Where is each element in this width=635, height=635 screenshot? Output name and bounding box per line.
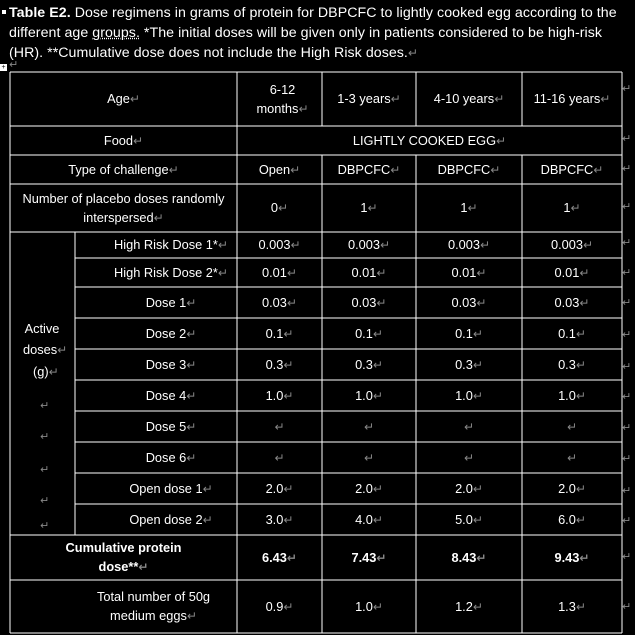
caption-label: Table E2. [9,5,71,21]
dose-value-cell: ↵ [274,450,285,465]
dose-value-cell: 3.0↵ [265,511,294,527]
challenge-type-label: Type of challenge↵ [68,161,179,177]
challenge-type-cell: DBPCFC↵ [337,161,401,177]
eggs-count-label: Total number of 50g medium eggs↵ [96,589,211,623]
dose-value-cell: 2.0↵ [455,480,483,496]
dose-row-label: Dose 4↵ [145,387,197,403]
dose-value-cell: ↵ [363,450,375,465]
caption-text-2: *The initial doses will be given only in patients considered to be high-risk (HR). **Cumulative dose does not include the High Risk doses. [9,25,602,61]
cumulative-dose-label: Cumulative protein dose**↵ [65,540,182,574]
food-value: LIGHTLY COOKED EGG↵ [352,132,507,148]
dose-value-cell: 1.0↵ [265,387,294,403]
dose-row-label: Dose 2↵ [145,325,197,341]
dose-value-cell: ↵ [566,450,578,465]
dose-value-cell: ↵ [463,419,475,434]
dose-value-cell: 0.3↵ [455,356,483,372]
dose-value-cell: ↵ [463,450,475,465]
dose-value-cell: 0.003↵ [550,237,594,252]
column-header-11-16-years: 11-16 years↵ [533,91,611,106]
dose-value-cell: 0.03↵ [451,294,487,310]
column-header-1-3-years: 1-3 years↵ [337,91,401,106]
dose-value-cell: 0.03↵ [554,294,590,310]
eggs-count-cell: 1.3↵ [558,598,586,614]
table-move-handle-icon[interactable]: + [1,64,6,71]
paragraph-mark-icon: ↵ [40,495,50,507]
dose-value-cell: 4.0↵ [355,511,383,527]
dose-value-cell: ↵ [274,419,285,434]
dose-value-cell: 0.01↵ [554,264,590,280]
cumulative-dose-cell: 8.43↵ [451,549,487,565]
row-end-mark-icon: ↵ [622,422,632,434]
paragraph-mark-icon: ↵ [40,431,50,443]
challenge-type-cell: DBPCFC↵ [540,161,604,177]
dose-value-cell: 0.1↵ [455,325,483,341]
placebo-doses-cell: 1↵ [460,200,478,215]
caption-text: Dose regimens in grams of protein for DBPCFC to lightly cooked egg according to the different age [9,5,617,41]
dose-row-label: Dose 3↵ [145,356,197,372]
dose-value-cell: 0.003↵ [447,237,491,252]
dose-row-label: Dose 5↵ [145,418,197,434]
challenge-type-cell: DBPCFC↵ [437,161,501,177]
row-end-mark-icon: ↵ [622,391,632,403]
dose-value-cell: 0.1↵ [355,325,383,341]
placebo-doses-label: Number of placebo doses randomly interspersed↵ [22,190,225,225]
dose-value-cell: 0.3↵ [265,356,294,372]
row-end-mark-icon: ↵ [622,329,632,341]
row-end-mark-icon: ↵ [622,297,632,309]
dose-value-cell: 0.03↵ [262,294,297,310]
table-caption [9,3,627,63]
cumulative-dose-cell: 9.43↵ [554,549,590,565]
paragraph-mark-icon: ↵ [40,464,50,476]
placebo-doses-cell: 0↵ [270,200,289,215]
dose-value-cell: 0.003↵ [347,237,391,252]
dose-value-cell: 0.03↵ [351,294,387,310]
dose-value-cell: 0.1↵ [558,325,586,341]
eggs-count-cell: 1.2↵ [455,598,483,614]
paragraph-mark-icon: ↵ [407,46,419,60]
dose-row-label: High Risk Dose 2*↵ [114,264,228,280]
row-end-mark-icon: ↵ [622,267,632,279]
placebo-doses-cell: 1↵ [563,200,581,215]
row-end-mark-icon: ↵ [622,361,632,373]
active-doses-label: Active doses↵ (g)↵ [23,321,68,379]
dose-value-cell: 2.0↵ [355,480,383,496]
age-header: Age↵ [107,91,140,106]
cumulative-dose-cell: 6.43↵ [262,549,297,565]
challenge-type-cell: Open↵ [258,161,301,177]
row-end-mark-icon: ↵ [622,551,632,563]
dose-row-label: Dose 6↵ [145,449,197,465]
dose-value-cell: ↵ [566,419,578,434]
dose-row-label: High Risk Dose 1*↵ [114,237,228,252]
dose-row-label: Dose 1↵ [145,294,197,310]
row-end-mark-icon: ↵ [622,601,632,613]
caption-underlined-word: groups. [92,25,140,41]
dose-value-cell: 6.0↵ [558,511,586,527]
dose-value-cell: 2.0↵ [558,480,586,496]
dose-value-cell: ↵ [363,419,375,434]
column-header-6-12-months: 6-12 months↵ [256,81,309,116]
row-end-mark-icon: ↵ [622,163,632,175]
dose-value-cell: 0.01↵ [351,264,387,280]
dose-row-label: Open dose 1↵ [129,480,213,496]
paragraph-mark-icon: ↵ [40,400,50,412]
paragraph-mark-icon: ↵ [40,520,50,532]
row-end-mark-icon: ↵ [622,485,632,497]
dose-value-cell: 0.3↵ [558,356,586,372]
dose-value-cell: 0.01↵ [262,264,297,280]
row-end-mark-icon: ↵ [622,83,632,95]
dose-value-cell: 5.0↵ [455,511,483,527]
eggs-count-cell: 1.0↵ [355,598,383,614]
dose-value-cell: 1.0↵ [558,387,586,403]
dose-row-label: Open dose 2↵ [129,511,213,527]
row-end-mark-icon: ↵ [622,201,632,213]
placebo-doses-cell: 1↵ [360,200,378,215]
dose-value-cell: 0.01↵ [451,264,487,280]
dose-value-cell: 0.003↵ [258,237,301,252]
eggs-count-cell: 0.9↵ [265,598,294,614]
dose-value-cell: 0.1↵ [265,325,294,341]
dose-value-cell: 2.0↵ [265,480,294,496]
dose-value-cell: 0.3↵ [355,356,383,372]
row-end-mark-icon: ↵ [622,237,632,249]
row-end-mark-icon: ↵ [622,133,632,145]
food-label: Food↵ [103,132,144,148]
cumulative-dose-cell: 7.43↵ [351,549,387,565]
row-end-mark-icon: ↵ [622,515,632,527]
bullet-icon [2,10,6,14]
row-end-mark-icon: ↵ [622,453,632,465]
dose-value-cell: 1.0↵ [355,387,383,403]
column-header-4-10-years: 4-10 years↵ [433,91,505,106]
dose-value-cell: 1.0↵ [455,387,483,403]
paragraph-mark-icon: ↵ [9,59,19,71]
